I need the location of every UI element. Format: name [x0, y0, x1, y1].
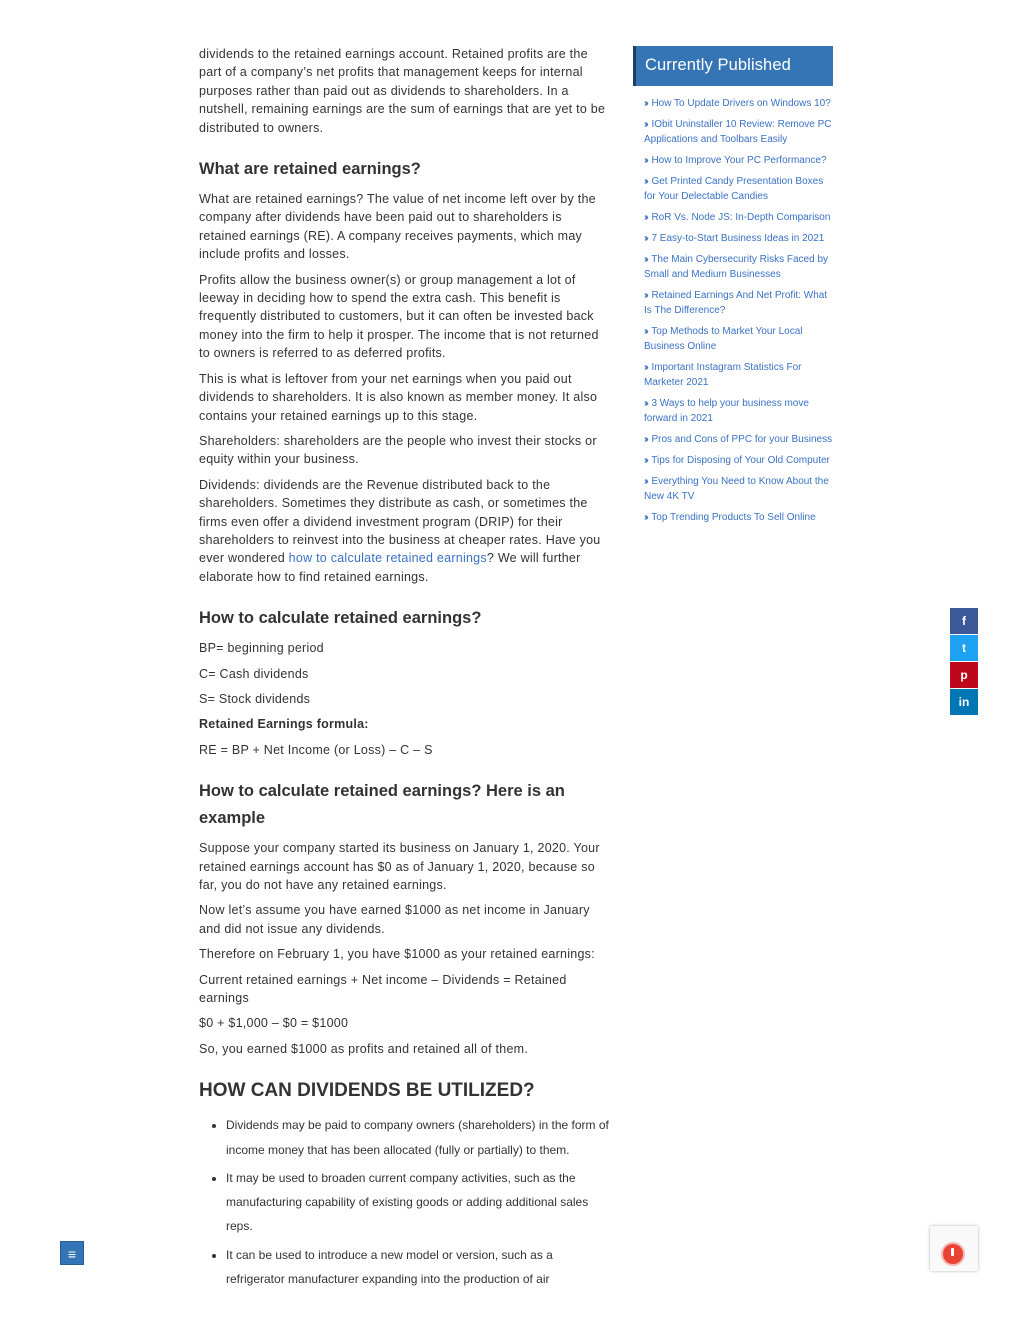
sidebar-post-link[interactable]: 3 Ways to help your business move forward in 2021 — [644, 398, 809, 424]
definition-bp: BP= beginning period — [199, 641, 324, 656]
double-chevron-right-icon: ›› — [644, 476, 647, 487]
intro-paragraph: dividends to the retained earnings account. Retained profits are the part of a company’s net profits that management keeps for internal purposes rather than paid out as dividends to shareholders. In a nutshell, remaining earnings are the sum of earnings that are yet to be distributed to owners. — [199, 47, 606, 135]
definition-c: C= Cash dividends — [199, 666, 309, 681]
sidebar-post-item[interactable] — [644, 396, 833, 426]
dividends-list — [199, 1113, 609, 1291]
list-item: • It may be used to broaden current company activities, such as the manufacturing capability of existing goods or adding additional sales reps. — [226, 1166, 609, 1239]
sidebar-post-item[interactable] — [644, 174, 833, 204]
double-chevron-right-icon: ›› — [644, 233, 647, 244]
paragraph: Current retained earnings + Net income – Dividends = Retained earnings — [199, 972, 567, 1006]
twitter-share-button[interactable] — [950, 635, 978, 661]
sidebar-post-link[interactable]: How to Improve Your PC Performance? — [651, 155, 827, 166]
heading-how-to-calculate: How to calculate retained earnings? — [199, 609, 482, 628]
double-chevron-right-icon: ›› — [644, 176, 647, 187]
sidebar-post-link[interactable]: IObit Uninstaller 10 Review: Remove PC Applications and Toolbars Easily — [644, 119, 832, 145]
double-chevron-right-icon: ›› — [644, 362, 647, 373]
heading-dividends-utilized: HOW CAN DIVIDENDS BE UTILIZED? — [199, 1080, 535, 1102]
social-share-bar — [950, 608, 978, 716]
double-chevron-right-icon: ›› — [644, 155, 647, 166]
paragraph: Now let’s assume you have earned $1000 as net income in January and did not issue any dividends. — [199, 903, 590, 936]
double-chevron-right-icon: ›› — [644, 326, 647, 337]
double-chevron-right-icon: ›› — [644, 254, 647, 265]
alert-icon — [951, 1248, 954, 1256]
article-content — [199, 45, 609, 1295]
sidebar-post-item[interactable] — [644, 324, 833, 354]
linkedin-share-button[interactable] — [950, 689, 978, 715]
double-chevron-right-icon: ›› — [644, 212, 647, 223]
paragraph: So, you earned $1000 as profits and retained all of them. — [199, 1041, 529, 1056]
double-chevron-right-icon: ›› — [644, 398, 647, 409]
recent-posts-list — [633, 96, 833, 525]
sidebar-post-link[interactable]: Pros and Cons of PPC for your Business — [651, 434, 833, 445]
heading-what-are-retained-earnings: What are retained earnings? — [199, 160, 421, 179]
sidebar-post-link[interactable]: Top Trending Products To Sell Online — [651, 512, 816, 523]
formula: RE = BP + Net Income (or Loss) – C – S — [199, 742, 433, 757]
definition-s: S= Stock dividends — [199, 691, 311, 706]
double-chevron-right-icon: ›› — [644, 290, 647, 301]
double-chevron-right-icon: ›› — [644, 512, 647, 523]
paragraph: $0 + $1,000 – $0 = $1000 — [199, 1016, 349, 1031]
paragraph: Shareholders: shareholders are the people who invest their stocks or equity within your business. — [199, 433, 597, 467]
linkedin-icon: in — [958, 695, 970, 709]
text: ? We will further elaborate how to find retained earnings. — [199, 551, 581, 584]
double-chevron-right-icon: ›› — [644, 455, 647, 466]
calculate-retained-earnings-link[interactable]: how to calculate retained earnings — [288, 551, 487, 566]
sidebar-post-link[interactable]: Get Printed Candy Presentation Boxes for Your Delectable Candies — [644, 176, 824, 202]
sidebar-post-item[interactable] — [644, 96, 833, 111]
sidebar-post-link[interactable]: Retained Earnings And Net Profit: What Is The Difference? — [644, 290, 828, 316]
sidebar-post-item[interactable] — [644, 153, 833, 168]
sidebar-post-item[interactable] — [644, 510, 833, 525]
sidebar-post-link[interactable]: The Main Cybersecurity Risks Faced by Small and Medium Businesses — [644, 254, 829, 280]
text: Dividends: dividends are the Revenue distributed back to the shareholders. Sometimes they distribute as cash, or sometimes the firms even offer a dividend investment program (DRIP) for their shareholders to reinvest into the business at cheaper rates. Have you ever wondered — [199, 477, 601, 566]
sidebar-post-link[interactable]: RoR Vs. Node JS: In-Depth Comparison — [651, 212, 831, 223]
paragraph: Suppose your company started its business on January 1, 2020. Your retained earnings account has $0 as of January 1, 2020, because so far, you do not have any retained earnings. — [199, 841, 600, 892]
sidebar-post-item[interactable] — [644, 252, 833, 282]
sidebar-post-link[interactable]: Everything You Need to Know About the New 4K TV — [644, 476, 829, 502]
pinterest-icon: p — [960, 668, 968, 682]
sidebar-post-item[interactable] — [644, 474, 833, 504]
sidebar-post-item[interactable] — [644, 360, 833, 390]
sidebar-post-link[interactable]: Top Methods to Market Your Local Business Online — [644, 326, 803, 352]
double-chevron-right-icon: ›› — [644, 119, 647, 130]
paragraph: Profits allow the business owner(s) or group management a lot of leeway in deciding how to spend the extra cash. This benefit is frequently distributed to customers, but it can often be invested back money into the firm to help it prosper. The income that is not returned to owners is referred to as deferred profits. — [199, 272, 599, 361]
sidebar-post-item[interactable] — [644, 288, 833, 318]
facebook-share-button[interactable] — [950, 608, 978, 634]
sidebar-post-link[interactable]: Important Instagram Statistics For Marketer 2021 — [644, 362, 802, 388]
notification-bell-button[interactable] — [943, 1244, 963, 1264]
sidebar-post-item[interactable] — [644, 231, 833, 246]
facebook-icon: f — [962, 614, 966, 628]
twitter-icon: t — [962, 641, 966, 655]
double-chevron-right-icon: ›› — [644, 98, 647, 109]
sidebar — [633, 46, 833, 531]
sidebar-post-item[interactable] — [644, 210, 833, 225]
sidebar-title: Currently Published — [633, 46, 833, 86]
sidebar-post-item[interactable] — [644, 117, 833, 147]
hamburger-menu-icon: ≡ — [67, 1246, 77, 1262]
formula-title: Retained Earnings formula: — [199, 717, 369, 732]
pinterest-share-button[interactable] — [950, 662, 978, 688]
heading-example: How to calculate retained earnings? Here is an example — [199, 782, 565, 828]
sidebar-post-item[interactable] — [644, 453, 833, 468]
paragraph: What are retained earnings? The value of net income left over by the company after dividends have been paid out to shareholders is retained earnings (RE). A company receives payments, which may include profits and losses. — [199, 192, 596, 262]
sidebar-post-link[interactable]: 7 Easy-to-Start Business Ideas in 2021 — [651, 233, 825, 244]
paragraph: Therefore on February 1, you have $1000 as your retained earnings: — [199, 947, 595, 962]
double-chevron-right-icon: ›› — [644, 434, 647, 445]
sidebar-post-link[interactable]: How To Update Drivers on Windows 10? — [651, 98, 831, 109]
paragraph — [199, 476, 609, 586]
list-item: • It can be used to introduce a new model or version, such as a refrigerator manufacturer expanding into the production of air — [226, 1243, 609, 1292]
sidebar-post-link[interactable]: Tips for Disposing of Your Old Computer — [651, 455, 830, 466]
sidebar-post-item[interactable] — [644, 432, 833, 447]
paragraph: This is what is leftover from your net earnings when you paid out dividends to shareholders. It is also known as member money. It also contains your retained earnings up to this stage. — [199, 371, 598, 423]
list-item: • Dividends may be paid to company owners (shareholders) in the form of income money that has been allocated (fully or partially) to them. — [226, 1113, 609, 1162]
menu-button[interactable] — [60, 1241, 84, 1265]
